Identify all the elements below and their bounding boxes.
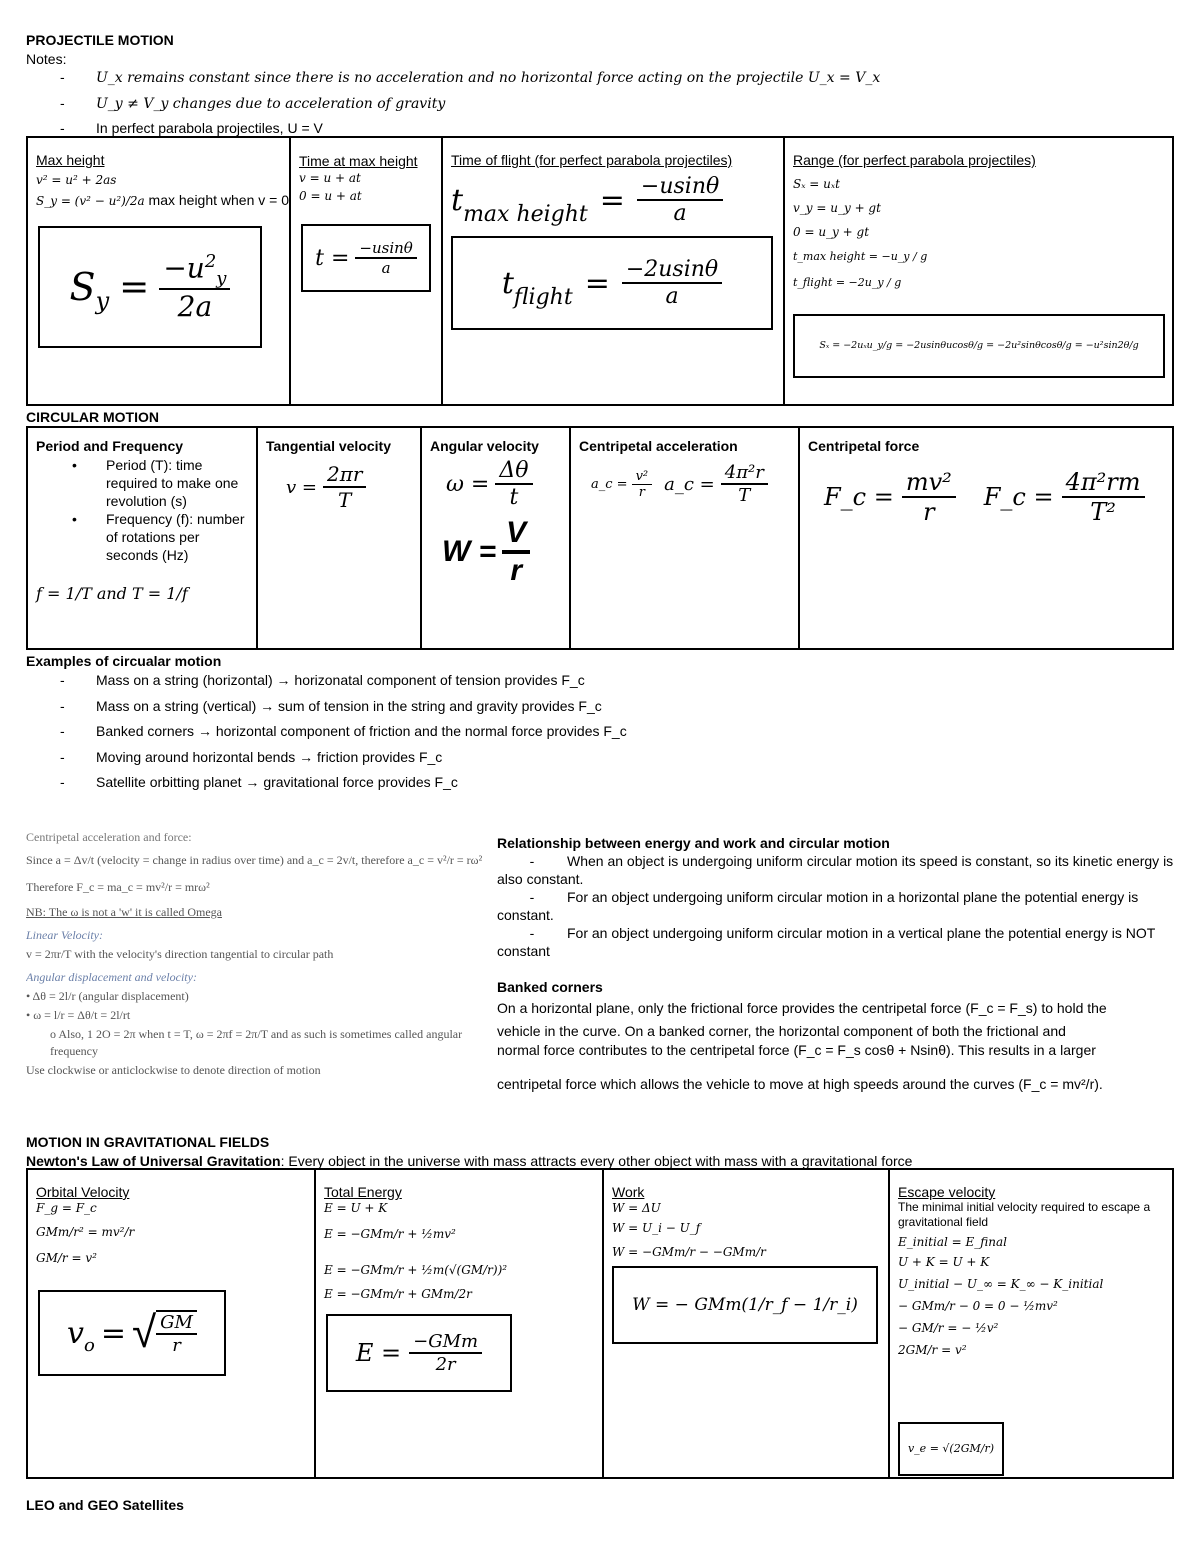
heading-time-of-flight: Time of flight (for perfect parabola projectiles) [451,152,733,168]
gravity-table [26,1168,1174,1479]
equation: v² = u² + 2as [36,173,117,187]
heading-time-max-height: Time at max height [299,153,418,169]
equation: S_y = (v² − u²)/2a max height when v = 0 [36,192,290,208]
equation: W = ΔU [612,1201,661,1215]
equation: t_max height = −u_y / g [793,250,928,263]
pasted-line: Centripetal acceleration and force: [26,830,192,844]
heading-tangential: Tangential velocity [266,438,391,454]
pasted-line: o Also, 1 2O = 2π when t = T, ω = 2πf = 2π/T and as such is sometimes called angular frequency [50,1027,463,1058]
boxed-formula-time: t = $\frac{-usin\theta}{a}$ [301,224,431,292]
note-item: - In perfect parabola projectiles, U = V [60,120,323,136]
equation: − GM/r = − ½v² [898,1321,999,1335]
cell-tangential-velocity [258,428,422,648]
equation: GMm/r² = mv²/r [36,1225,135,1239]
equation: 2GM/r = v² [898,1343,967,1357]
cell-centripetal-acceleration [571,428,800,648]
formula-centripetal-acc: a_c = $\frac{\text{v²}}{r}$ a_c = $\frac{\text{4π²r}}{T}$ [591,462,790,506]
notes-label: Notes: [26,51,67,67]
banked-text: On a horizontal plane, only the frictional force provides the centripetal force (F_c = F_s) to hold the [497,1000,1107,1016]
section-title-projectile: PROJECTILE MOTION [26,32,174,48]
formula-angular: ω = $\frac{\Delta\theta}{t}$ [446,458,561,510]
pasted-line: Use clockwise or anticlockwise to denote direction of motion [26,1063,321,1077]
banked-text: vehicle in the curve. On a banked corner, the horizontal component of both the frictional and [497,1023,1066,1039]
examples-title: Examples of circualar motion [26,653,222,669]
cell-max-height [28,138,291,404]
boxed-formula-range: Sₓ = −2uₓu_y/g = −2usinθucosθ/g = −2u²sinθcosθ/g = −u²sin2θ/g [793,314,1165,378]
equation: W = −GMm/r − −GMm/r [612,1245,766,1259]
cell-work [604,1170,890,1477]
bullet-item: • Period (T): time required to make one revolution (s) [72,457,239,509]
section-title-leo-geo: LEO and GEO Satellites [26,1497,184,1513]
example-item: - Moving around horizontal bends → friction provides F_c [60,749,443,765]
equation: − GMm/r − 0 = 0 − ½mv² [898,1299,1058,1313]
relationship-title: Relationship between energy and work and circular motion [497,835,890,851]
equation: E_initial = E_final [898,1235,1007,1249]
example-item: - Mass on a string (vertical) → sum of tension in the string and gravity provides F_c [60,698,602,714]
equation: E = −GMm/r + ½m(√(GM/r))² [324,1263,508,1277]
pasted-line: NB: The ω is not a 'w' it is called Omega [26,905,222,919]
projectile-table [26,136,1174,406]
formula-period: f = 1/T and T = 1/f [36,584,188,603]
cell-orbital-velocity [28,1170,316,1477]
bullet-item: • Frequency (f): number of rotations per seconds (Hz) [72,511,245,563]
boxed-formula-orbital: v o = √ $\frac{GM}{r}$ [38,1290,226,1376]
banked-text: centripetal force which allows the vehicle to move at high speeds around the curves (F_c = mv²/r). [497,1076,1103,1092]
pasted-line: Linear Velocity: [26,928,103,942]
heading-max-height: Max height [36,152,105,168]
equation: 0 = u + at [299,189,362,203]
cell-time-of-flight [443,138,785,404]
circular-table [26,426,1174,650]
formula-angular-alt: W = $\frac{V}{r}$ [442,516,561,588]
relationship-section [497,834,1177,960]
banked-section [497,978,1177,1094]
cell-period-frequency [28,428,258,648]
example-item: - Mass on a string (horizontal) → horizonatal component of tension provides F_c [60,672,585,688]
boxed-formula-flight: t flight = $\frac{-2usin\theta}{a}$ [451,236,773,330]
formula-tangential: v = $\frac{2\pi r}{T}$ [286,462,412,512]
equation: v = u + at [299,171,361,185]
boxed-formula-max-height: S $_y$ = $\frac{-u^2_y}{2a}$ [38,226,262,348]
equation: t_flight = −2u_y / g [793,276,902,289]
heading-escape: Escape velocity [898,1184,996,1200]
pasted-line: • ω = l/r = Δθ/t = 2l/rt [26,1008,131,1022]
heading-work: Work [612,1184,645,1200]
pasted-line: Angular displacement and velocity: [26,970,197,984]
heading-range: Range (for perfect parabola projectiles) [793,152,1036,168]
equation: E = −GMm/r + ½mv² [324,1227,456,1241]
equation: E = −GMm/r + GMm/2r [324,1287,472,1301]
cell-range [785,138,1172,404]
banked-text: normal force contributes to the centripetal force (F_c = F_s cosθ + Nsinθ). This results in a larger [497,1042,1096,1058]
cell-time-max-height [291,138,443,404]
pasted-line: Therefore F_c = ma_c = mv²/r = mrω² [26,880,210,894]
pasted-line: Since a = Δv/t (velocity = change in radius over time) and a_c = 2v/t, therefore a_c = v²/r = rω² [26,853,483,867]
heading-centripetal-acc: Centripetal acceleration [579,438,738,454]
equation: U_initial − U_∞ = K_∞ − K_initial [898,1277,1104,1291]
example-item: - Satellite orbitting planet → gravitational force provides F_c [60,774,458,790]
section-title-circular: CIRCULAR MOTION [26,409,159,425]
equation: F_g = F_c [36,1201,97,1215]
equation: 0 = u_y + gt [793,225,870,239]
note-item: - U_x remains constant since there is no acceleration and no horizontal force acting on the projectile U_x = V_x [60,69,881,86]
relationship-item: - For an object undergoing uniform circular motion in a vertical plane the potential energy is NOT constant [497,925,1156,959]
heading-period: Period and Frequency [36,438,184,454]
boxed-formula-energy: E = $\frac{\text{−GMm}}{2r}$ [326,1314,512,1392]
section-title-gravity: MOTION IN GRAVITATIONAL FIELDS [26,1134,270,1150]
equation: W = U_i − U_f [612,1221,701,1235]
banked-title: Banked corners [497,979,603,995]
cell-angular-velocity [422,428,571,648]
equation: E = U + K [324,1201,388,1215]
relationship-item: - For an object undergoing uniform circular motion in a horizontal plane the potential energy is constant. [497,889,1139,923]
pasted-line: • Δθ = 2l/r (angular displacement) [26,989,189,1003]
escape-description: The minimal initial velocity required to escape a gravitational field [898,1200,1151,1229]
relationship-item: - When an object is undergoing uniform circular motion its speed is constant, so its kinetic energy is also constant. [497,853,1174,887]
boxed-formula-work: W = − GMm(1/r_f − 1/r_i) [612,1266,878,1344]
equation-t-max: t max height = $\frac{-usin\theta}{a}$ [451,174,775,226]
pasted-notes-image [26,829,486,1079]
pasted-line: v = 2πr/T with the velocity's direction tangential to circular path [26,947,334,961]
note-item: - U_y ≠ V_y changes due to acceleration of gravity [60,95,446,112]
equation: v_y = u_y + gt [793,201,881,215]
cell-total-energy [316,1170,604,1477]
newton-law: Newton's Law of Universal Gravitation: Every object in the universe with mass attracts every other object with mass with a gravitational force [26,1153,913,1169]
formula-centripetal-force: F_c = $\frac{\text{mv²}}{r}$ F_c = $\frac{\text{4π²rm}}{\text{T²}}$ [824,468,1164,526]
heading-orbital: Orbital Velocity [36,1184,130,1200]
heading-centripetal-force: Centripetal force [808,438,920,454]
example-item: - Banked corners → horizontal component of friction and the normal force provides F_c [60,723,627,739]
heading-angular: Angular velocity [430,438,539,454]
boxed-formula-escape: v_e = √(2GM/r) [898,1422,1004,1476]
cell-escape-velocity [890,1170,1172,1477]
equation: U + K = U + K [898,1255,990,1269]
equation: Sₓ = uₓt [793,177,840,191]
cell-centripetal-force [800,428,1172,648]
equation: GM/r = v² [36,1251,97,1265]
heading-energy: Total Energy [324,1184,402,1200]
